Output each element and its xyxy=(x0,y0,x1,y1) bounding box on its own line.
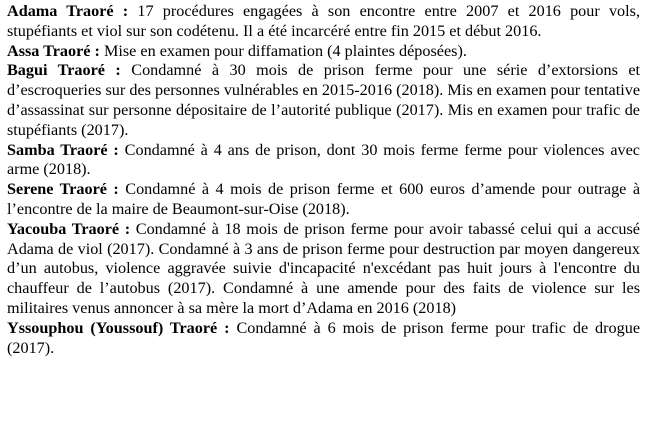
entry-samba xyxy=(7,141,640,181)
entry-name: Assa Traoré : xyxy=(7,41,100,60)
entry-text: Condamné à 18 mois de prison ferme pour avoir tabassé celui qui a accusé Adama de viol (2017). Condamné à 3 ans de prison ferme pour destruction par moyen dangereux d’un autobus, violence aggravée suivie d'incapacité n'excédant pas huit jours à l'encontre du chauffeur de l’autobus (2017). Condamné à une amende pour des faits de violence sur les militaires venus annoncer à sa mère la mort d’Adama en 2016 (2018) xyxy=(7,219,640,317)
entry-name: Bagui Traoré : xyxy=(7,61,121,80)
entry-name: Adama Traoré : xyxy=(7,2,129,20)
entry-text: 17 procédures engagées à son encontre entre 2007 et 2016 pour vols, stupéfiants et viol sur son codétenu. Il a été incarcéré entre fin 2015 et début 2016. xyxy=(7,2,640,40)
entry-serene xyxy=(7,180,640,220)
entry-text: Condamné à 4 mois de prison ferme et 600 euros d’amende pour outrage à l’encontre de la maire de Beaumont-sur-Oise (2018). xyxy=(7,180,640,218)
entry-bagui xyxy=(7,61,640,140)
entry-text: Condamné à 30 mois de prison ferme pour une série d’extorsions et d’escroqueries sur des personnes vulnérables en 2015-2016 (2018). Mis en examen pour tentative d’assassinat sur personne dépositaire de l’autorité publique (2017). Mis en examen pour trafic de stupéfiants (2017). xyxy=(7,61,640,139)
entry-name: Yssouphou (Youssouf) Traoré : xyxy=(7,318,230,337)
entry-yssouphou xyxy=(7,319,640,359)
entry-yacouba xyxy=(7,220,640,319)
entry-adama xyxy=(7,2,640,42)
entry-text: Mise en examen pour diffamation (4 plaintes déposées). xyxy=(99,41,467,60)
entry-name: Samba Traoré : xyxy=(7,140,119,159)
entry-name: Serene Traoré : xyxy=(7,180,119,199)
entry-name: Yacouba Traoré : xyxy=(7,219,131,238)
entry-text: Condamné à 4 ans de prison, dont 30 mois ferme ferme pour violences avec arme (2018). xyxy=(7,140,640,179)
entry-text: Condamné à 6 mois de prison ferme pour trafic de drogue (2017). xyxy=(7,318,641,357)
entry-assa xyxy=(7,42,640,62)
